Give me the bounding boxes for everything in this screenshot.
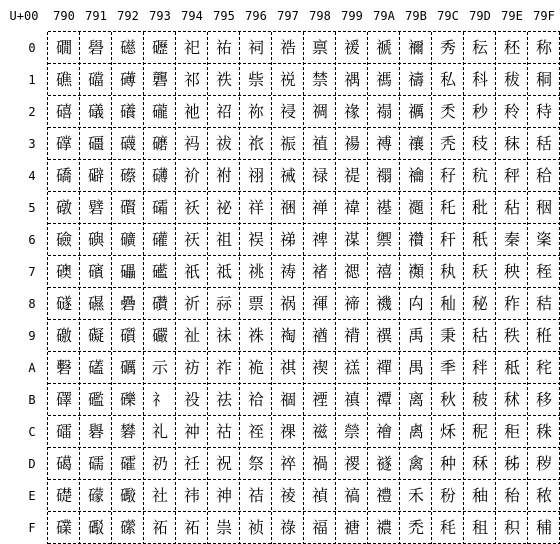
glyph-cell: 祰 [279, 38, 296, 57]
glyph-cell: 祯 [247, 518, 264, 537]
glyph-cell: 禲 [407, 102, 424, 121]
glyph-cell: 禹 [407, 326, 424, 345]
row-header: 8 [28, 297, 36, 311]
glyph-cell: 秙 [471, 326, 488, 345]
glyph-cell: 禂 [311, 102, 328, 121]
glyph-cell: 禒 [343, 102, 360, 121]
glyph-cell: 禡 [375, 70, 392, 89]
glyph-cell: 礱 [151, 70, 168, 89]
glyph-cell: 祗 [215, 262, 232, 281]
column-header: 798 [309, 9, 331, 23]
glyph-cell: 祿 [279, 518, 296, 537]
glyph-cell: 祎 [183, 486, 200, 505]
glyph-cell: 祕 [215, 198, 232, 217]
glyph-cell: 秾 [535, 486, 552, 505]
glyph-cell: 秅 [439, 198, 456, 217]
glyph-cell: 礎 [55, 486, 72, 505]
glyph-cell: 秡 [503, 70, 520, 89]
row-header: A [28, 361, 36, 375]
glyph-cell: 祓 [215, 134, 232, 153]
glyph-cell: 礞 [87, 486, 104, 505]
glyph-cell: 秇 [439, 262, 456, 281]
glyph-cell: 礯 [119, 518, 136, 537]
glyph-cell: 祛 [215, 390, 232, 409]
glyph-cell: 禎 [311, 486, 328, 505]
glyph-cell: 禱 [407, 70, 424, 89]
column-header: 795 [213, 9, 235, 23]
glyph-cell: 祉 [183, 326, 200, 345]
glyph-cell: 礠 [119, 38, 136, 57]
glyph-cell: 祜 [215, 422, 232, 441]
glyph-cell: 禼 [407, 422, 424, 441]
glyph-cell: 秛 [471, 390, 488, 409]
glyph-cell: 礖 [87, 230, 104, 249]
glyph-cell: 祊 [183, 358, 200, 377]
glyph-cell: 禢 [375, 102, 392, 121]
glyph-cell: 礨 [119, 294, 136, 313]
glyph-cell: 祀 [183, 38, 200, 57]
glyph-cell: 秚 [471, 358, 488, 377]
glyph-cell: 禓 [343, 134, 360, 153]
glyph-cell: 禮 [375, 486, 392, 505]
row-header: 6 [28, 233, 36, 247]
glyph-cell: 礙 [87, 326, 104, 345]
glyph-cell: 禃 [311, 134, 328, 153]
column-header: 794 [181, 9, 203, 23]
glyph-cell: 神 [215, 486, 232, 505]
glyph-cell: 秥 [503, 198, 520, 217]
glyph-cell: 秜 [471, 422, 488, 441]
glyph-cell: 祖 [215, 230, 232, 249]
glyph-cell: 禕 [343, 198, 360, 217]
glyph-cell: 禩 [375, 326, 392, 345]
glyph-cell: 祔 [215, 166, 232, 185]
glyph-cell: 禞 [343, 486, 360, 505]
glyph-cell: 秉 [439, 326, 456, 345]
glyph-cell: 祟 [215, 518, 232, 537]
glyph-cell: 秕 [471, 198, 488, 217]
glyph-cell: 祦 [247, 230, 264, 249]
glyph-cell: 秗 [471, 262, 488, 281]
glyph-cell: 禺 [407, 358, 424, 377]
glyph-cell: 礻 [151, 390, 168, 409]
glyph-cell: 礍 [55, 454, 72, 473]
glyph-cell: 祶 [279, 230, 296, 249]
glyph-cell: 禧 [375, 262, 392, 281]
glyph-cell: 礚 [87, 358, 104, 377]
glyph-cell: 秽 [535, 454, 552, 473]
row-header: F [28, 521, 36, 535]
glyph-cell: 禫 [375, 390, 392, 409]
glyph-cell: 祢 [247, 102, 264, 121]
row-header: 7 [28, 265, 36, 279]
glyph-cell: 秴 [535, 166, 552, 185]
row-header: C [28, 425, 36, 439]
glyph-cell: 移 [535, 390, 552, 409]
glyph-cell: 礜 [87, 422, 104, 441]
glyph-cell: 祴 [279, 166, 296, 185]
glyph-cell: 禅 [311, 198, 328, 217]
glyph-cell: 秣 [503, 134, 520, 153]
glyph-cell: 秨 [503, 294, 520, 313]
glyph-cell: 秶 [535, 230, 552, 249]
glyph-cell: 祳 [279, 134, 296, 153]
glyph-cell: 禳 [407, 134, 424, 153]
glyph-cell: 秠 [503, 38, 520, 57]
glyph-cell: 私 [439, 70, 456, 89]
glyph-cell: 祄 [183, 166, 200, 185]
glyph-cell: 称 [535, 38, 552, 57]
glyph-cell: 祲 [279, 102, 296, 121]
glyph-cell: 祅 [183, 198, 200, 217]
glyph-cell: 秼 [535, 422, 552, 441]
glyph-cell: 秂 [439, 102, 456, 121]
glyph-cell: 禐 [343, 38, 360, 57]
glyph-cell: 礏 [55, 518, 72, 537]
glyph-cell: 离 [407, 390, 424, 409]
glyph-cell: 禤 [375, 166, 392, 185]
glyph-cell: 祒 [215, 102, 232, 121]
glyph-cell: 礒 [87, 102, 104, 121]
glyph-cell: 禦 [375, 230, 392, 249]
glyph-cell: 礫 [119, 390, 136, 409]
glyph-cell: 礢 [119, 102, 136, 121]
glyph-cell: 祝 [215, 454, 232, 473]
glyph-cell: 祇 [183, 262, 200, 281]
glyph-cell: 秏 [439, 518, 456, 537]
glyph-cell: 秫 [503, 390, 520, 409]
glyph-cell: 秐 [471, 38, 488, 57]
glyph-cell: 禴 [407, 166, 424, 185]
glyph-cell: 礳 [151, 134, 168, 153]
glyph-cell: 秎 [439, 486, 456, 505]
glyph-cell: 礛 [87, 390, 104, 409]
glyph-cell: 秸 [535, 294, 552, 313]
glyph-cell: 秀 [439, 38, 456, 57]
glyph-cell: 禌 [311, 422, 328, 441]
glyph-cell: 秝 [471, 454, 488, 473]
glyph-cell: 秤 [503, 166, 520, 185]
glyph-cell: 礭 [119, 454, 136, 473]
glyph-cell: 祂 [183, 102, 200, 121]
glyph-cell: 礝 [87, 454, 104, 473]
glyph-cell: 秩 [503, 326, 520, 345]
glyph-cell: 祼 [279, 422, 296, 441]
glyph-cell: 礓 [87, 134, 104, 153]
glyph-cell: 礋 [55, 390, 72, 409]
glyph-cell: 禇 [311, 262, 328, 281]
glyph-cell: 社 [151, 486, 168, 505]
glyph-cell: 祙 [215, 326, 232, 345]
glyph-cell: 祬 [247, 422, 264, 441]
glyph-cell: 祏 [183, 518, 200, 537]
glyph-cell: 秧 [503, 262, 520, 281]
glyph-cell: 礴 [151, 166, 168, 185]
glyph-cell: 秌 [439, 422, 456, 441]
glyph-cell: 礹 [151, 326, 168, 345]
glyph-cell: 禋 [311, 390, 328, 409]
row-header: 2 [28, 105, 36, 119]
glyph-cell: 礥 [119, 198, 136, 217]
glyph-cell: 秃 [439, 134, 456, 153]
glyph-cell: 祭 [247, 454, 264, 473]
glyph-cell: 禾 [407, 486, 424, 505]
glyph-cell: 禠 [375, 38, 392, 57]
glyph-cell: 禽 [407, 454, 424, 473]
glyph-cell: 礉 [55, 326, 72, 345]
column-header: 79D [469, 9, 491, 23]
glyph-cell: 禟 [343, 518, 360, 537]
glyph-cell: 礆 [55, 230, 72, 249]
glyph-cell: 祆 [183, 230, 200, 249]
glyph-cell: 禝 [343, 454, 360, 473]
column-header: 799 [341, 9, 363, 23]
glyph-cell: 秞 [471, 486, 488, 505]
glyph-cell: 礮 [119, 486, 136, 505]
glyph-cell: 祧 [247, 262, 264, 281]
glyph-cell: 科 [471, 70, 488, 89]
row-header: 9 [28, 329, 36, 343]
glyph-cell: 禀 [311, 38, 328, 57]
glyph-cell: 秖 [471, 230, 488, 249]
glyph-cell: 禚 [343, 358, 360, 377]
glyph-cell: 礔 [87, 166, 104, 185]
glyph-cell: 礗 [87, 262, 104, 281]
glyph-cell: 祷 [279, 262, 296, 281]
glyph-cell: 禵 [407, 198, 424, 217]
glyph-cell: 礪 [119, 358, 136, 377]
glyph-cell: 祁 [183, 70, 200, 89]
glyph-cell: 祣 [247, 134, 264, 153]
glyph-cell: 祠 [247, 38, 264, 57]
glyph-cell: 秷 [535, 262, 552, 281]
glyph-cell: 礊 [55, 358, 72, 377]
glyph-cell: 礈 [55, 294, 72, 313]
column-header: 79F [533, 9, 555, 23]
glyph-cell: 禗 [343, 262, 360, 281]
glyph-cell: 礅 [55, 198, 72, 217]
glyph-cell: 禍 [311, 454, 328, 473]
glyph-cell: 礣 [119, 134, 136, 153]
glyph-cell: 祤 [247, 166, 264, 185]
glyph-cell: 秹 [535, 326, 552, 345]
glyph-cell: 礧 [119, 262, 136, 281]
glyph-cell: 礕 [87, 198, 104, 217]
glyph-cell: 秵 [535, 198, 552, 217]
glyph-cell: 禛 [343, 390, 360, 409]
glyph-cell: 秢 [503, 102, 520, 121]
glyph-cell: 礸 [151, 294, 168, 313]
row-header: 1 [28, 73, 36, 87]
glyph-cell: 礁 [55, 70, 72, 89]
glyph-cell: 礌 [55, 422, 72, 441]
glyph-cell: 祋 [183, 390, 200, 409]
corner-label: U+00 [9, 9, 39, 23]
glyph-cell: 祱 [279, 70, 296, 89]
glyph-cell: 祚 [215, 358, 232, 377]
glyph-cell: 礟 [87, 518, 104, 537]
glyph-cell: 礤 [119, 166, 136, 185]
glyph-cell: 福 [311, 518, 328, 537]
glyph-cell: 秺 [535, 358, 552, 377]
glyph-cell: 禰 [407, 38, 424, 57]
glyph-cell: 礘 [87, 294, 104, 313]
glyph-cell: 礵 [151, 198, 168, 217]
row-header: B [28, 393, 36, 407]
glyph-cell: 种 [439, 454, 456, 473]
glyph-cell: 秬 [503, 422, 520, 441]
glyph-cell: 秲 [535, 102, 552, 121]
glyph-cell: 秘 [471, 294, 488, 313]
glyph-cell: 秊 [439, 358, 456, 377]
glyph-cell: 禁 [311, 70, 328, 89]
row-header: 0 [28, 41, 36, 55]
row-header: 4 [28, 169, 36, 183]
glyph-cell: 祍 [183, 454, 200, 473]
column-header: 790 [53, 9, 75, 23]
glyph-cell: 礲 [151, 102, 168, 121]
column-header: 79C [437, 9, 459, 23]
glyph-cell: 祑 [215, 70, 232, 89]
glyph-cell: 禷 [407, 262, 424, 281]
glyph-cell: 禄 [311, 166, 328, 185]
glyph-cell: 祪 [247, 358, 264, 377]
glyph-cell: 祸 [279, 294, 296, 313]
glyph-cell: 禖 [343, 230, 360, 249]
glyph-cell: 禜 [343, 422, 360, 441]
glyph-cell: 祩 [247, 326, 264, 345]
glyph-cell: 秭 [503, 454, 520, 473]
glyph-cell: 禣 [375, 134, 392, 153]
column-header: 792 [117, 9, 139, 23]
column-header: 793 [149, 9, 171, 23]
column-header: 797 [277, 9, 299, 23]
glyph-cell: 秿 [535, 518, 552, 537]
glyph-cell: 祽 [279, 454, 296, 473]
glyph-cell: 礶 [151, 230, 168, 249]
glyph-cell: 禊 [311, 358, 328, 377]
glyph-cell: 礡 [119, 70, 136, 89]
glyph-cell: 礃 [55, 134, 72, 153]
glyph-cell: 礄 [55, 166, 72, 185]
glyph-cell: 祌 [183, 422, 200, 441]
glyph-cell: 祺 [279, 358, 296, 377]
glyph-cell: 礀 [55, 38, 72, 57]
glyph-cell: 秦 [503, 230, 520, 249]
glyph-cell: 秈 [439, 294, 456, 313]
glyph-cell: 禪 [375, 358, 392, 377]
glyph-cell: 祻 [279, 390, 296, 409]
glyph-cell: 礦 [119, 230, 136, 249]
glyph-cell: 祥 [247, 198, 264, 217]
glyph-cell: 祘 [215, 294, 232, 313]
glyph-cell: 秆 [439, 230, 456, 249]
glyph-cell: 祾 [279, 486, 296, 505]
glyph-cell: 积 [503, 518, 520, 537]
glyph-cell: 秔 [471, 166, 488, 185]
row-header: E [28, 489, 36, 503]
glyph-cell: 禸 [407, 294, 424, 313]
glyph-cell: 租 [471, 518, 488, 537]
glyph-cell: 礇 [55, 262, 72, 281]
glyph-cell: 禔 [343, 166, 360, 185]
column-header: 79B [405, 9, 427, 23]
glyph-cell: 祹 [279, 326, 296, 345]
row-header: D [28, 457, 36, 471]
row-header: 5 [28, 201, 36, 215]
glyph-cell: 禯 [375, 518, 392, 537]
glyph-cell: 礩 [119, 326, 136, 345]
glyph-cell: 祡 [247, 70, 264, 89]
glyph-cell: 礰 [151, 38, 168, 57]
glyph-cell: 禘 [343, 294, 360, 313]
glyph-cell: 秄 [439, 166, 456, 185]
glyph-cell: 秮 [503, 486, 520, 505]
glyph-cell: 礼 [151, 422, 168, 441]
glyph-cell: 祃 [183, 134, 200, 153]
glyph-cell: 禆 [311, 230, 328, 249]
glyph-cell: 禙 [343, 326, 360, 345]
glyph-cell: 祫 [247, 390, 264, 409]
glyph-cell: 禨 [375, 294, 392, 313]
glyph-cell: 禉 [311, 326, 328, 345]
column-header: 796 [245, 9, 267, 23]
glyph-cell: 礷 [151, 262, 168, 281]
glyph-cell: 票 [247, 294, 264, 313]
glyph-cell: 示 [151, 358, 168, 377]
glyph-cell: 秳 [535, 134, 552, 153]
glyph-cell: 秪 [503, 358, 520, 377]
glyph-cell: 禑 [343, 70, 360, 89]
glyph-cell: 礐 [87, 38, 104, 57]
glyph-cell: 祵 [279, 198, 296, 217]
glyph-cell: 禭 [375, 454, 392, 473]
glyph-cell: 禬 [375, 422, 392, 441]
column-header: 79A [373, 9, 395, 23]
row-header: 3 [28, 137, 36, 151]
glyph-cell: 礂 [55, 102, 72, 121]
column-header: 791 [85, 9, 107, 23]
glyph-cell: 礽 [151, 454, 168, 473]
glyph-cell: 祐 [215, 38, 232, 57]
glyph-cell: 秱 [535, 70, 552, 89]
glyph-cell: 祮 [247, 486, 264, 505]
glyph-cell: 禈 [311, 294, 328, 313]
column-header: 79E [501, 9, 523, 23]
glyph-cell: 礑 [87, 70, 104, 89]
glyph-cell: 禿 [407, 518, 424, 537]
glyph-cell: 祈 [183, 294, 200, 313]
glyph-cell: 秋 [439, 390, 456, 409]
glyph-cell: 禥 [375, 198, 392, 217]
glyph-cell: 祏 [151, 518, 168, 537]
glyph-cell: 秓 [471, 134, 488, 153]
glyph-cell: 礬 [119, 422, 136, 441]
glyph-cell: 禶 [407, 230, 424, 249]
glyph-cell: 秒 [471, 102, 488, 121]
